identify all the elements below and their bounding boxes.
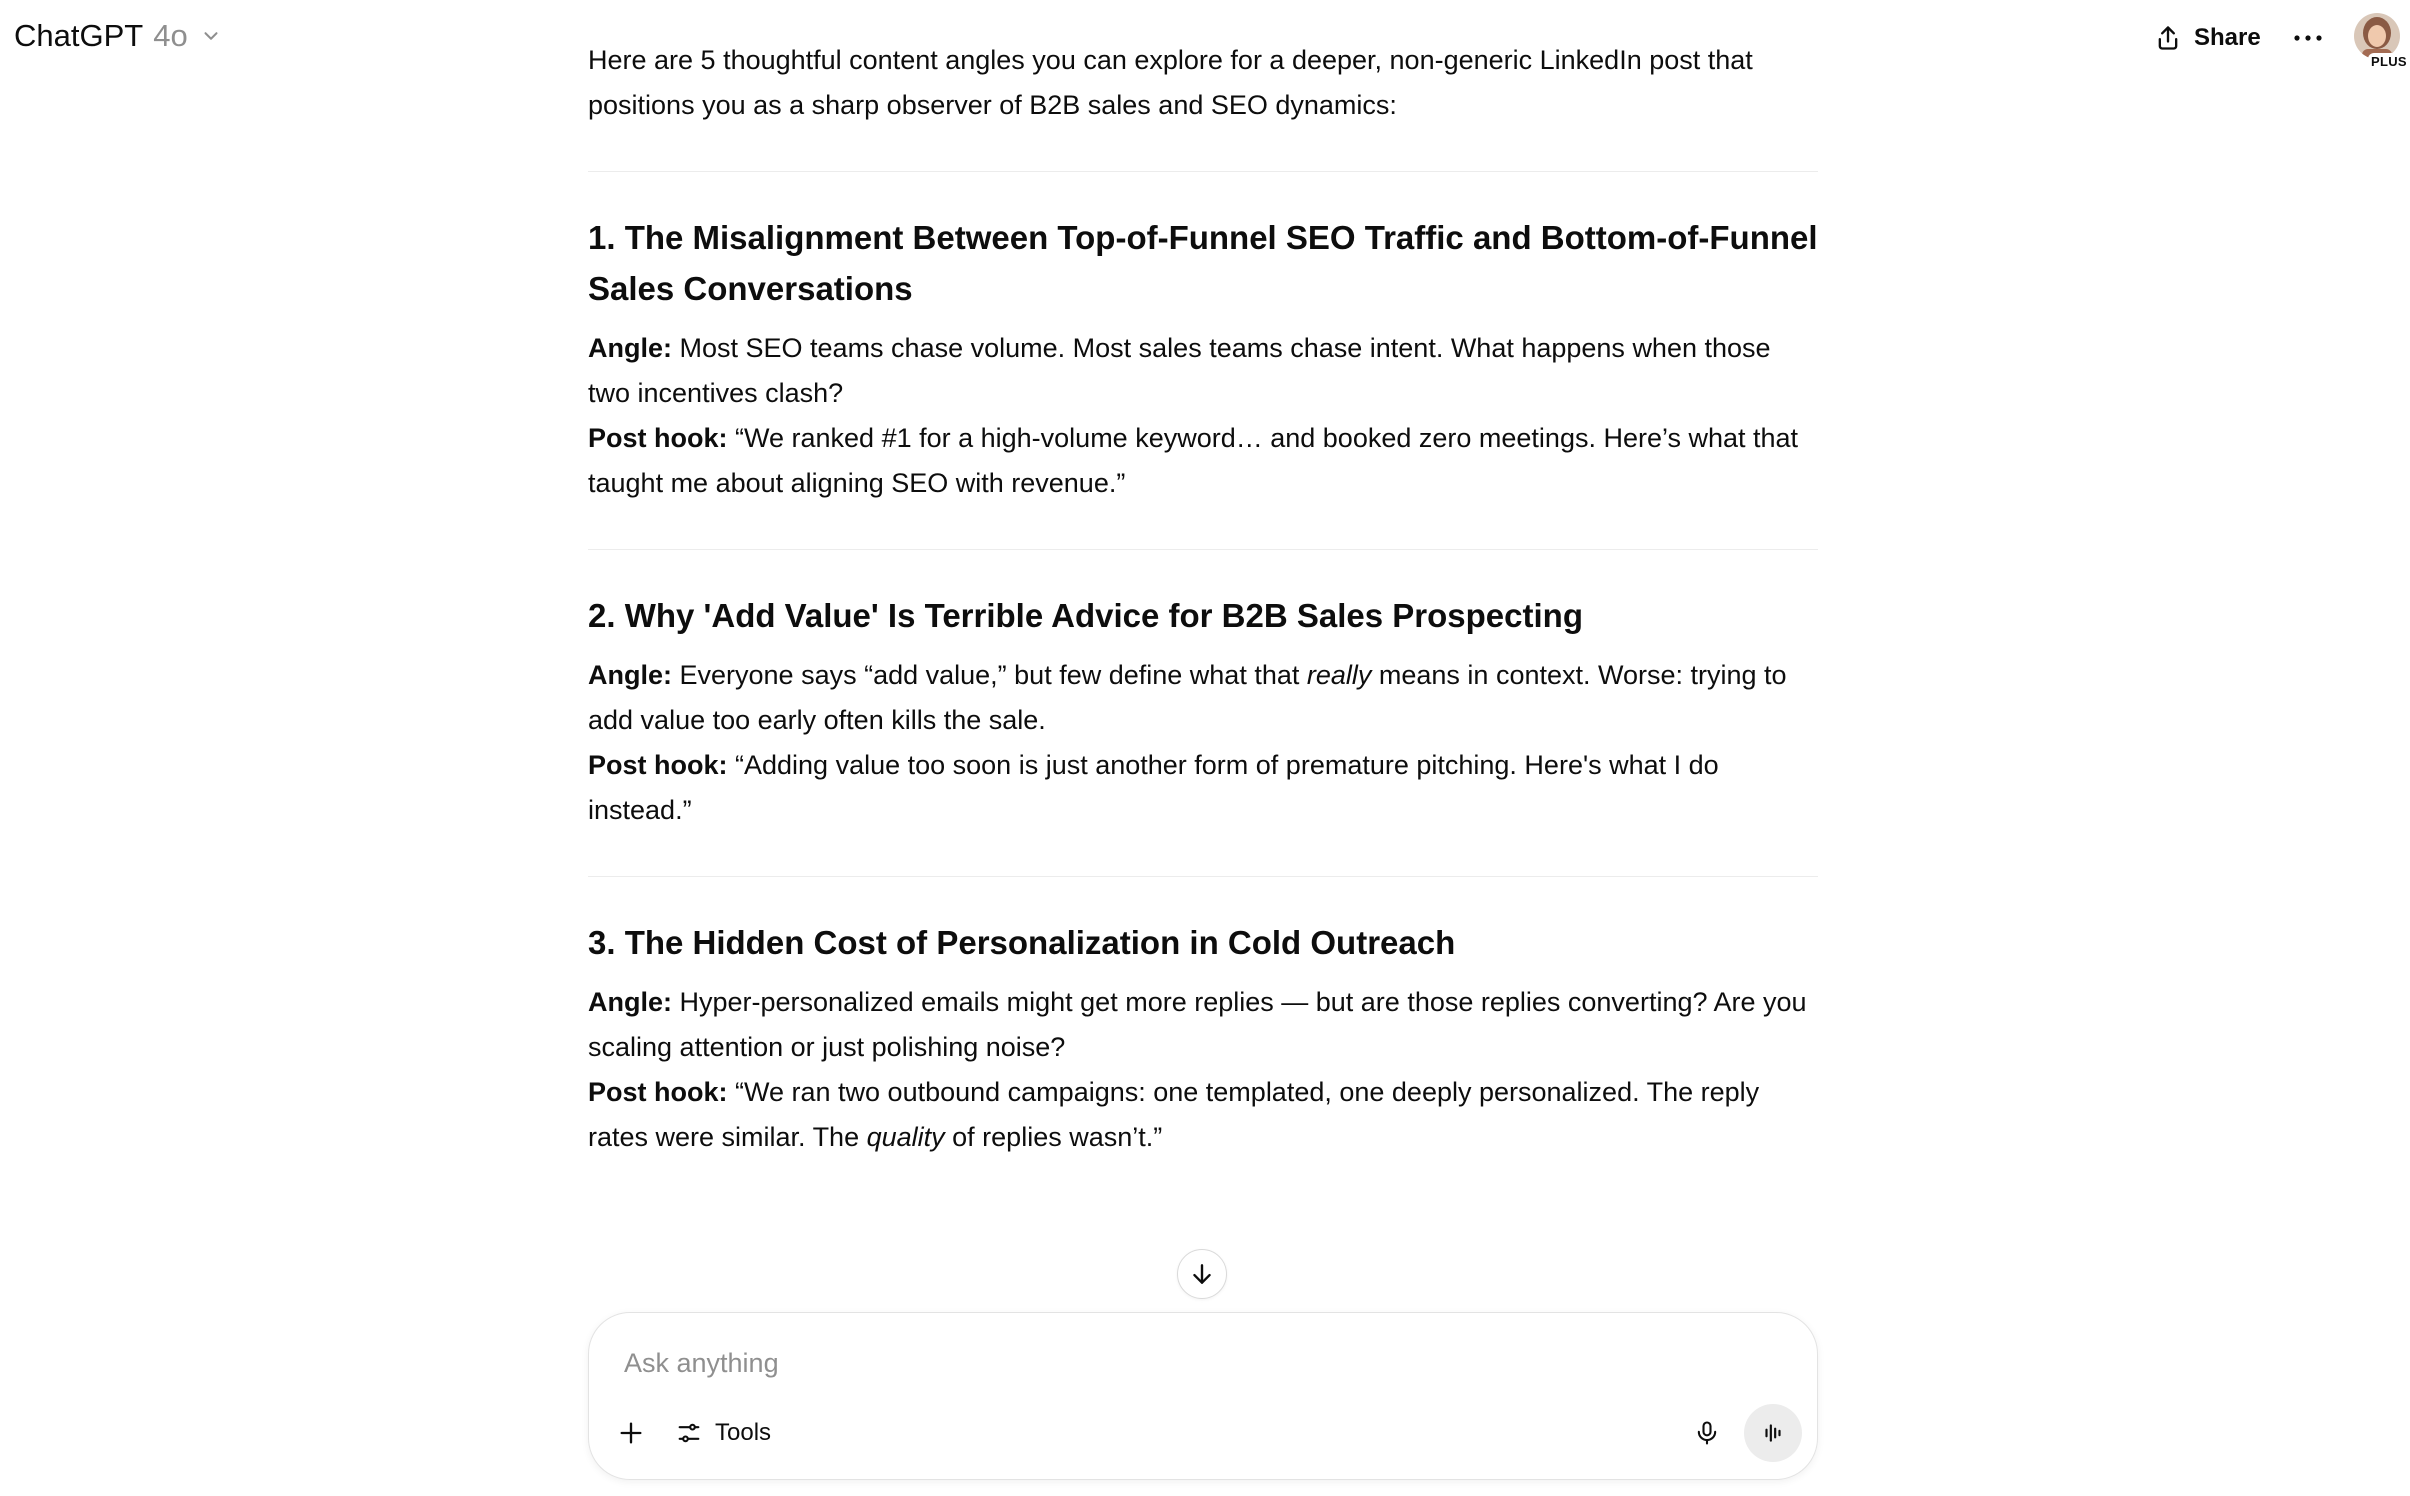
model-version: 4o: [153, 18, 188, 53]
hook-label: Post hook:: [588, 1077, 728, 1107]
share-button[interactable]: [2154, 20, 2261, 56]
section-3-hook: [588, 1070, 1818, 1160]
plan-badge: PLUS: [2368, 53, 2410, 70]
hook-emphasis: quality: [866, 1122, 945, 1152]
more-horizontal-icon: [2293, 34, 2323, 42]
plus-icon: [617, 1419, 645, 1447]
hook-text: “Adding value too soon is just another form of premature pitching. Here's what I do instead.”: [588, 750, 1719, 825]
section-3-angle: [588, 980, 1818, 1070]
model-name: ChatGPT: [14, 18, 144, 53]
hook-text-start: “We ran two outbound campaigns: one templated, one deeply personalized. The reply rates were similar. The: [588, 1077, 1760, 1152]
section-2-angle: [588, 653, 1818, 743]
attach-button[interactable]: [611, 1413, 651, 1453]
angle-text-end: means in context. Worse: trying to add value too early often kills the sale.: [588, 660, 1787, 735]
prompt-input[interactable]: [622, 1339, 1726, 1387]
more-options-button[interactable]: [2288, 20, 2328, 56]
divider: [588, 549, 1818, 550]
dictate-button[interactable]: [1687, 1413, 1727, 1453]
hook-label: Post hook:: [588, 423, 728, 453]
angle-label: Angle:: [588, 660, 672, 690]
voice-waveform-icon: [1760, 1420, 1786, 1446]
share-icon: [2154, 23, 2182, 53]
angle-text-start: Everyone says “add value,” but few define what that: [672, 660, 1307, 690]
angle-label: Angle:: [588, 333, 672, 363]
angle-label: Angle:: [588, 987, 672, 1017]
intro-text: Here are 5 thoughtful content angles you can explore for a deeper, non-generic LinkedIn post that positions you as a sharp observer of B2B sales and SEO dynamics:: [588, 45, 1753, 120]
tools-label: Tools: [715, 1419, 772, 1446]
avatar[interactable]: [2354, 13, 2407, 69]
share-label: Share: [2194, 24, 2261, 51]
section-2-title: 2. Why 'Add Value' Is Terrible Advice for B2B Sales Prospecting: [588, 597, 1583, 634]
arrow-down-icon: [1189, 1261, 1215, 1287]
section-1-hook: [588, 416, 1818, 506]
voice-mode-button[interactable]: [1744, 1404, 1802, 1462]
hook-text: “We ranked #1 for a high-volume keyword… and booked zero meetings. Here’s what that taught me about aligning SEO with revenue.”: [588, 423, 1799, 498]
scroll-to-bottom-button[interactable]: [1177, 1249, 1227, 1299]
microphone-icon: [1693, 1418, 1721, 1448]
angle-text: Hyper-personalized emails might get more replies — but are those replies converting? Are you scaling attention or just polishing noise?: [588, 987, 1807, 1062]
chevron-down-icon: [200, 25, 222, 47]
assistant-message: [588, 38, 1818, 1160]
tools-button[interactable]: [675, 1413, 771, 1453]
section-1-angle: [588, 326, 1818, 416]
angle-emphasis: really: [1306, 660, 1372, 690]
divider: [588, 876, 1818, 877]
model-switcher[interactable]: [14, 18, 222, 54]
composer: [588, 1312, 1818, 1480]
sliders-icon: [675, 1419, 703, 1447]
section-3-title: 3. The Hidden Cost of Personalization in Cold Outreach: [588, 924, 1456, 961]
hook-text-end: of replies wasn’t.”: [944, 1122, 1163, 1152]
hook-label: Post hook:: [588, 750, 728, 780]
section-1-title: 1. The Misalignment Between Top-of-Funnel SEO Traffic and Bottom-of-Funnel Sales Conversations: [588, 219, 1818, 307]
section-2-hook: [588, 743, 1818, 833]
angle-text: Most SEO teams chase volume. Most sales teams chase intent. What happens when those two incentives clash?: [588, 333, 1771, 408]
divider: [588, 171, 1818, 172]
